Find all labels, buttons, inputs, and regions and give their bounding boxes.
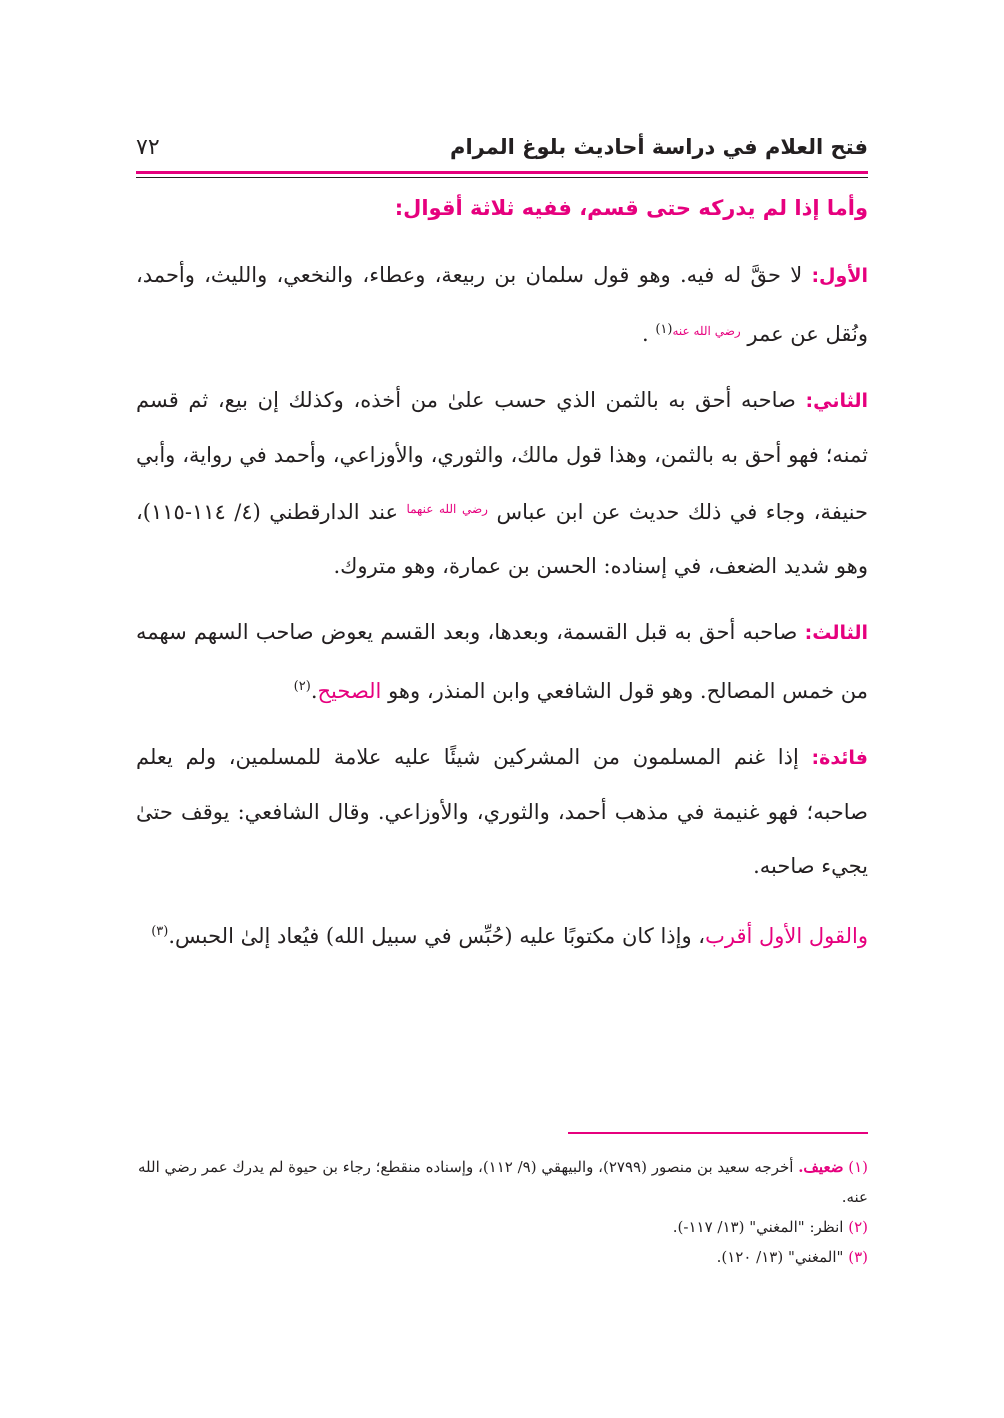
text-third: صاحبه أحق به قبل القسمة، وبعدها، وبعد القسم يعوض صاحب السهم سهمه من خمس المصالح. وهو قول الشافعي وابن المنذر، وهو — [136, 620, 868, 703]
highlight-conclusion: والقول الأول أقرب — [705, 924, 868, 948]
body-text — [136, 248, 868, 975]
section-heading: وأما إذا لم يدركه حتى قسم، ففيه ثلاثة أقوال: — [394, 196, 868, 220]
highlight-sahih: الصحيح — [317, 679, 382, 703]
text-conclusion: ، وإذا كان مكتوبًا عليه (حُبِّس في سبيل الله) فيُعاد إلىٰ الحبس. — [168, 924, 706, 948]
paragraph-benefit — [136, 730, 868, 893]
header-rule-thin — [136, 177, 868, 178]
footnote-text: "المغني" (١٣/ ١٢٠). — [716, 1248, 844, 1266]
footnote-2 — [136, 1212, 868, 1242]
text-first-end: . — [641, 322, 656, 346]
header-title: فتح العلام في دراسة أحاديث بلوغ المرام — [450, 135, 868, 159]
header-rule-accent — [136, 171, 868, 174]
honorific-mark: رضي الله عنهما — [406, 502, 488, 516]
footnote-text: أخرجه سعيد بن منصور (٢٧٩٩)، والبيهقي (٩/ ١١٢)، وإسناده منقطع؛ رجاء بن حيوة لم يدرك عمر رضي الله عنه. — [138, 1158, 868, 1206]
footnote-ref-3[interactable]: (٣) — [151, 924, 169, 939]
text-third-end: . — [310, 679, 318, 703]
paragraph-second-opinion — [136, 373, 868, 593]
footnote-ref-1[interactable]: (١) — [655, 322, 673, 337]
footnote-number: (١) — [848, 1158, 868, 1176]
footnote-1 — [136, 1152, 868, 1212]
footnote-number: (٣) — [848, 1248, 868, 1266]
paragraph-conclusion — [136, 905, 868, 963]
text-benefit: إذا غنم المسلمون من المشركين شيئًا عليه علامة للمسلمين، ولم يعلم صاحبه؛ فهو غنيمة في مذهب أحمد، والثوري، والأوزاعي. وقال الشافعي: يوقف حتىٰ يجيء صاحبه. — [136, 745, 868, 878]
text-second: صاحبه أحق به بالثمن الذي حسب علىٰ من أخذه، وكذلك إن بيع، ثم قسم ثمنه؛ فهو أحق به بالثمن، وهذا قول مالك، والثوري، والأوزاعي، وأحمد في رواية، وأبي حنيفة، وجاء في ذلك حديث عن ابن عباس — [136, 388, 869, 524]
footnote-3 — [136, 1242, 868, 1272]
honorific-mark: رضي الله عنه — [672, 324, 741, 338]
footnote-separator — [568, 1132, 868, 1134]
text-second-cont: عند الدارقطني (٤/ ١١٤-١١٥)، وهو شديد الضعف، في إسناده: الحسن بن عمارة، وهو متروك. — [136, 500, 868, 578]
running-header — [136, 128, 868, 166]
text-first: لا حقَّ له فيه. وهو قول سلمان بن ربيعة، وعطاء، والنخعي، والليث، وأحمد، ونُقل عن عمر — [136, 263, 868, 346]
label-first: الأول: — [811, 265, 868, 287]
footnote-grade: ضعيف. — [798, 1158, 844, 1176]
page-number: ٧٢ — [136, 134, 160, 160]
paragraph-first-opinion — [136, 248, 868, 361]
label-second: الثاني: — [805, 390, 868, 412]
label-third: الثالث: — [804, 622, 868, 644]
label-benefit: فائدة: — [811, 747, 868, 769]
footnote-text: انظر: "المغني" (١٣/ ١١٧-). — [672, 1218, 844, 1236]
footnotes — [136, 1152, 868, 1272]
footnote-ref-2[interactable]: (٢) — [293, 679, 311, 694]
paragraph-third-opinion — [136, 605, 868, 718]
footnote-number: (٢) — [848, 1218, 868, 1236]
